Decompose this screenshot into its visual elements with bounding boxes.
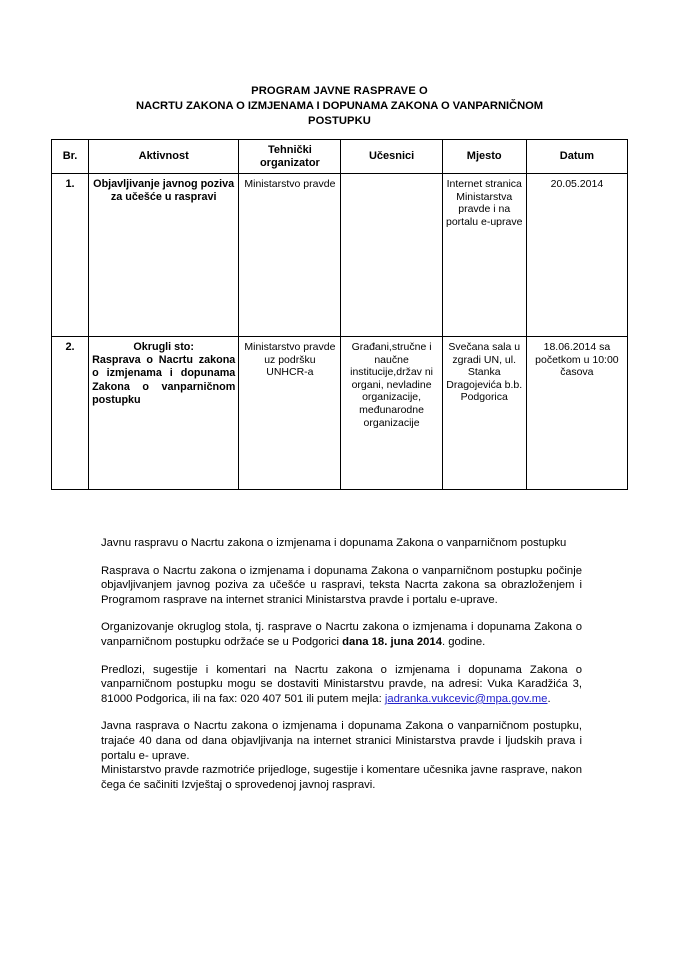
cell-ucesnici: Građani,stručne i naučne institucije,držav ni organi, nevladine organizacije, međunarodne organizacije xyxy=(341,337,442,490)
column-header-tehnicki-line-1: Tehnički xyxy=(267,143,312,156)
paragraph-roundtable-text-before: Organizovanje okruglog stola, tj. rasprave o Nacrtu zakona o izmjenama i dopunama Zakona o vanparničnom postupku održaće se u Podgorici xyxy=(101,621,582,648)
cell-tehnicki-organizator: Ministarstvo pravde uz podršku UNHCR-a xyxy=(239,337,341,490)
paragraph-contact-text-after: . xyxy=(547,692,551,705)
paragraph-contact-text-before: Predlozi, sugestije i komentari na Nacrtu zakona o izmjenama i dopunama Zakona o vanparničnom postupku mogu se dostaviti Ministarstvu pravde, na adresi: Vuka Karadžića 3, 81000 Podgorica, ili na fax: 020 407 501 ili putem mejla: xyxy=(101,663,582,705)
cell-mjesto: Svečana sala u zgradi UN, ul. Stanka Dragojevića b.b. Podgorica xyxy=(442,337,526,490)
column-header-ucesnici: Učesnici xyxy=(341,140,442,174)
paragraph-intro: Javnu raspravu o Nacrtu zakona o izmjenama i dopunama Zakona o vanparničnom postupku xyxy=(101,537,567,549)
cell-br: 1. xyxy=(52,174,89,337)
column-header-datum: Datum xyxy=(526,140,627,174)
table-row xyxy=(52,337,628,490)
table-header-row xyxy=(52,140,628,174)
document-title-line-1: PROGRAM JAVNE RASPRAVE O xyxy=(251,85,428,97)
cell-ucesnici xyxy=(341,174,442,337)
paragraph-roundtable-text-after: . godine. xyxy=(441,635,486,648)
cell-aktivnost-centered: Objavljivanje javnog poziva za učešće u raspravi xyxy=(93,178,235,204)
cell-mjesto: Internet stranica Ministarstva pravde i na portalu e-uprave xyxy=(442,174,526,337)
email-link[interactable]: jadranka.vukcevic@mpa.gov.me xyxy=(384,692,548,705)
cell-aktivnost-justified: Rasprava o Nacrtu zakona o izmjenama i dopunama Zakona o vanparničnom postupku xyxy=(92,354,236,406)
document-title-line-2: NACRTU ZAKONA O IZMJENAMA I DOPUNAMA ZAKONA O VANPARNIČNOM xyxy=(135,100,544,112)
cell-tehnicki-organizator: Ministarstvo pravde xyxy=(239,174,341,337)
table-row xyxy=(52,174,628,337)
cell-aktivnost xyxy=(89,174,239,337)
cell-datum: 18.06.2014 sa početkom u 10:00 časova xyxy=(526,337,627,490)
paragraph-roundtable xyxy=(101,620,582,649)
paragraph-roundtable-date: dana 18. juna 2014 xyxy=(342,635,442,648)
column-header-mjesto: Mjesto xyxy=(442,140,526,174)
paragraph-duration: Javna rasprava o Nacrtu zakona o izmjenama i dopunama Zakona o vanparničnom postupku, trajaće 40 dana od dana objavljivanja na internet stranici Ministarstva pravde i ljudskih prava i portalu e- uprave. xyxy=(101,720,582,762)
cell-aktivnost-centered: Okrugli sto: xyxy=(133,341,194,353)
paragraph-contact xyxy=(101,663,582,707)
document-body xyxy=(101,536,582,792)
cell-br: 2. xyxy=(52,337,89,490)
cell-aktivnost xyxy=(89,337,239,490)
table-header xyxy=(52,140,628,174)
column-header-br: Br. xyxy=(52,140,89,174)
cell-datum: 20.05.2014 xyxy=(526,174,627,337)
document-title-line-3: POSTUPKU xyxy=(308,115,371,127)
paragraph-procedure: Rasprava o Nacrtu zakona o izmjenama i dopunama Zakona o vanparničnom postupku počinje objavljivanjem javnog poziva za učešće u raspravi, teksta Nacrta zakona sa obrazloženjem i Programom rasprave na internet stranici Ministarstva pravde i portalu e-uprave. xyxy=(101,564,582,606)
document-title xyxy=(51,84,628,129)
column-header-tehnicki-line-2: organizator xyxy=(259,156,320,169)
column-header-aktivnost: Aktivnost xyxy=(89,140,239,174)
paragraph-report: Ministarstvo pravde razmotriće prijedloge, sugestije i komentare učesnika javne rasprave, nakon čega će sačiniti Izvještaj o sprovedenoj javnoj raspravi. xyxy=(101,764,582,791)
table-body xyxy=(52,174,628,490)
column-header-tehnicki-organizator xyxy=(239,140,341,174)
program-schedule-table xyxy=(51,139,628,490)
